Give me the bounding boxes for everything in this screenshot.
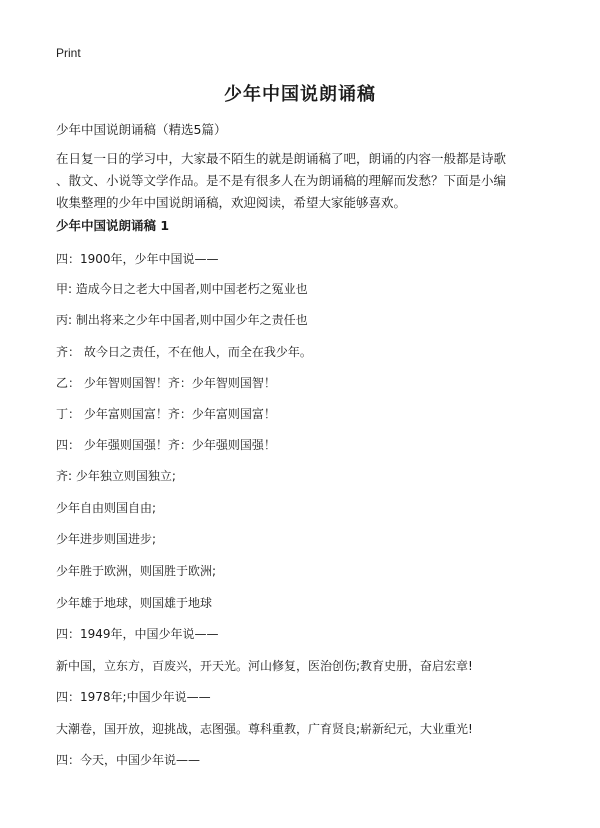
script-line: 少年进步则国进步; (56, 532, 157, 546)
script-line: 乙： 少年智则国智！齐：少年智则国智！ (56, 376, 276, 390)
script-line: 四：1900年，少年中国说—— (56, 252, 219, 266)
intro-line: 在日复一日的学习中，大家最不陌生的就是朗诵稿了吧，朗诵的内容一般都是诗歌 (56, 151, 507, 166)
script-line: 新中国，立东方，百废兴，开天光。河山修复，医治创伤;教育史册，奋启宏章! (56, 659, 473, 673)
print-link[interactable]: Print (56, 46, 81, 60)
script-line: 少年胜于欧洲，则国胜于欧洲; (56, 564, 217, 578)
script-line: 四：今天，中国少年说—— (56, 753, 201, 767)
script-line: 四：1949年，中国少年说—— (56, 627, 219, 641)
script-line: 甲: 造成今日之老大中国者,则中国老朽之冤业也 (56, 282, 308, 296)
script-line: 丙: 制出将来之少年中国者,则中国少年之责任也 (56, 313, 308, 327)
document-subtitle: 少年中国说朗诵稿（精选5篇） (56, 122, 227, 137)
script-line: 四：1978年;中国少年说—— (56, 690, 211, 704)
section-heading: 少年中国说朗诵稿 1 (56, 218, 170, 233)
script-line: 少年自由则国自由; (56, 501, 157, 515)
intro-line: 收集整理的少年中国说朗诵稿，欢迎阅读，希望大家能够喜欢。 (56, 195, 407, 210)
intro-line: 、散文、小说等文学作品。是不是有很多人在为朗诵稿的理解而发愁？下面是小编 (56, 173, 507, 188)
script-line: 大潮卷，国开放，迎挑战，志图强。尊科重教，广育贤良;崭新纪元，大业重光! (56, 722, 473, 736)
script-line: 丁： 少年富则国富！齐：少年富则国富！ (56, 407, 276, 421)
script-line: 四： 少年强则国强！齐：少年强则国强！ (56, 438, 276, 452)
script-line: 齐： 故今日之责任，不在他人，而全在我少年。 (56, 345, 312, 359)
document-title: 少年中国说朗诵稿 (224, 84, 376, 105)
script-line: 齐: 少年独立则国独立; (56, 469, 176, 483)
intro-paragraph (56, 148, 546, 214)
script-line: 少年雄于地球，则国雄于地球 (56, 596, 213, 610)
